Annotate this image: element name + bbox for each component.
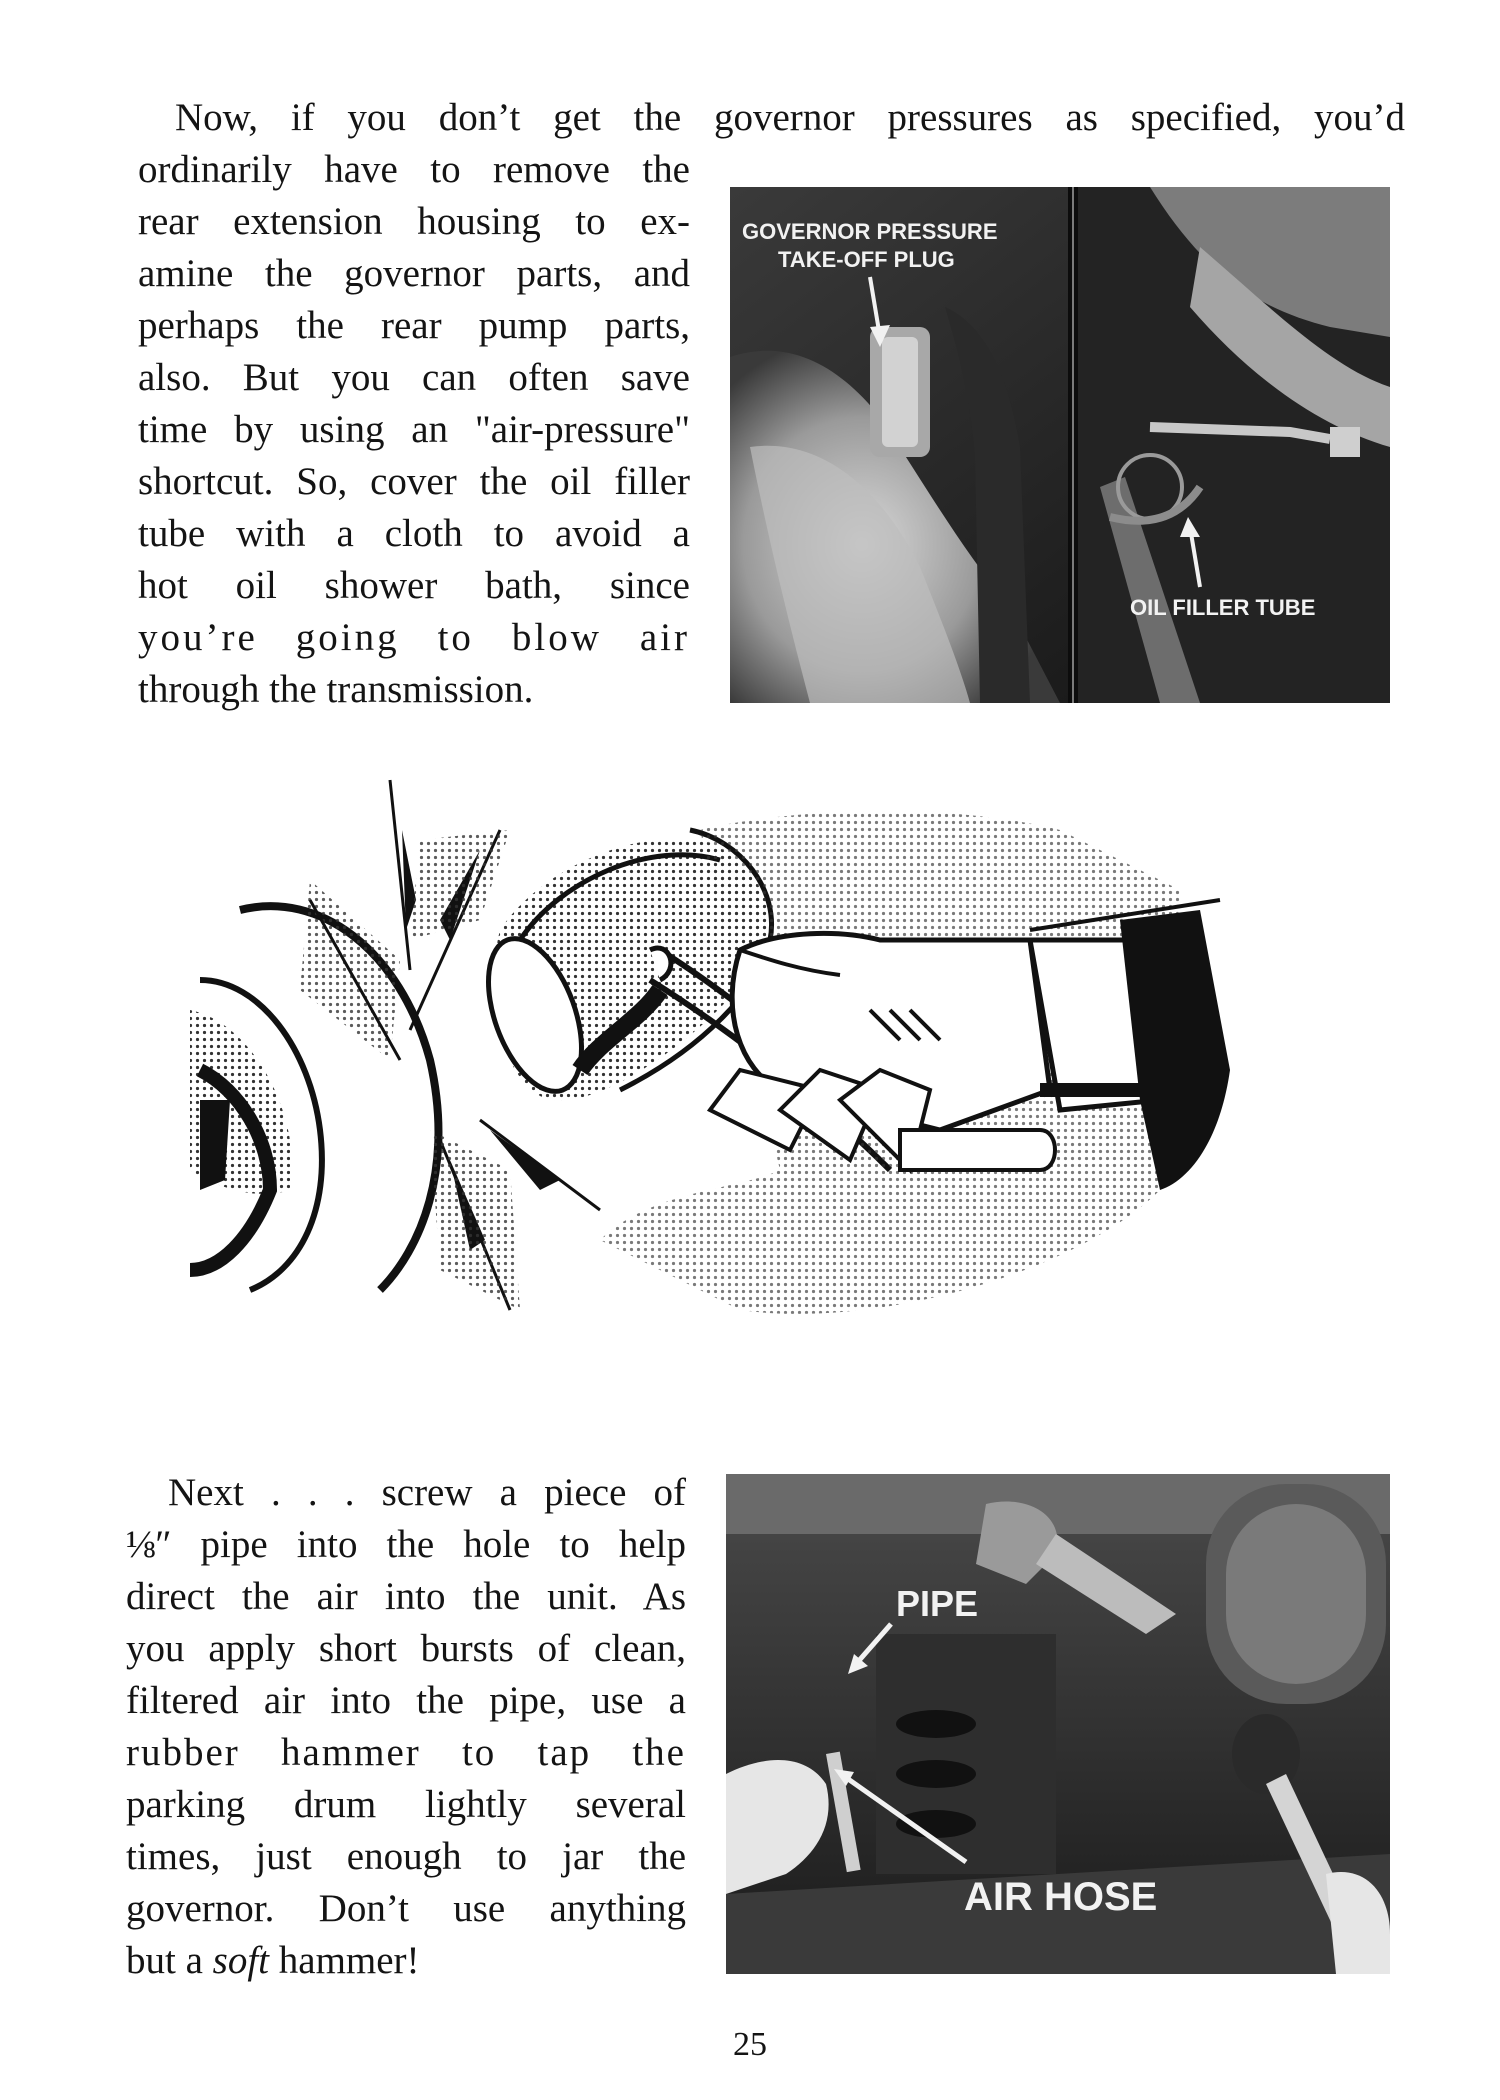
- label-air-hose: AIR HOSE: [964, 1875, 1158, 1919]
- hammer-illustration: [180, 770, 1380, 1360]
- paragraph-1-line: through the transmission.: [138, 668, 534, 711]
- intro-line: Now, if you don’t get the governor pressures as specified, you’d: [175, 96, 1405, 139]
- paragraph-1-line: perhaps the rear pump parts,: [138, 304, 690, 347]
- paragraph-1-line: ordinarily have to remove the: [138, 148, 690, 191]
- label-pipe: PIPE: [896, 1583, 979, 1624]
- photo-pipe-air-hose: [726, 1474, 1390, 1974]
- label-governor-pressure: GOVERNOR PRESSURE: [742, 219, 998, 244]
- paragraph-1-line: tube with a cloth to avoid a: [138, 512, 690, 555]
- last-line-start: but a: [126, 1939, 213, 1982]
- paragraph-1-line: also. But you can often save: [138, 356, 690, 399]
- page-number: 25: [733, 2026, 767, 2063]
- photo-governor-plug-image: [730, 187, 1390, 703]
- paragraph-2-line: parking drum lightly several: [126, 1783, 686, 1826]
- paragraph-1-line: amine the governor parts, and: [138, 252, 690, 295]
- paragraph-1-line: hot oil shower bath, since: [138, 564, 690, 607]
- paragraph-1-line: shortcut. So, cover the oil filler: [138, 460, 690, 503]
- paragraph-1-line: time by using an "air-pressure": [138, 408, 690, 451]
- paragraph-2-line: you apply short bursts of clean,: [126, 1627, 686, 1670]
- paragraph-2-line: filtered air into the pipe, use a: [126, 1679, 686, 1722]
- paragraph-2-line: ⅛″ pipe into the hole to help: [126, 1523, 686, 1566]
- label-oil-filler-tube: OIL FILLER TUBE: [1130, 595, 1316, 620]
- paragraph-2-line: direct the air into the unit. As: [126, 1575, 686, 1618]
- paragraph-2: [126, 1467, 686, 1987]
- paragraph-2-last-line: [126, 1935, 686, 1987]
- paragraph-2-line: Next . . . screw a piece of: [168, 1471, 686, 1514]
- paragraph-1-line: you’re going to blow air: [138, 616, 690, 659]
- paragraph-2-line: times, just enough to jar the: [126, 1835, 686, 1878]
- last-line-end: hammer!: [269, 1939, 420, 1982]
- paragraph-2-line: governor. Don’t use anything: [126, 1887, 686, 1930]
- emphasis-soft: soft: [212, 1939, 270, 1982]
- photo-pipe-air-hose-image: [726, 1474, 1390, 1974]
- label-take-off-plug: TAKE-OFF PLUG: [778, 247, 955, 272]
- paragraph-2-line: rubber hammer to tap the: [126, 1731, 686, 1774]
- paragraph-1-line: rear extension housing to ex-: [138, 200, 690, 243]
- photo-governor-plug: [730, 187, 1390, 703]
- paragraph-1: [138, 144, 690, 716]
